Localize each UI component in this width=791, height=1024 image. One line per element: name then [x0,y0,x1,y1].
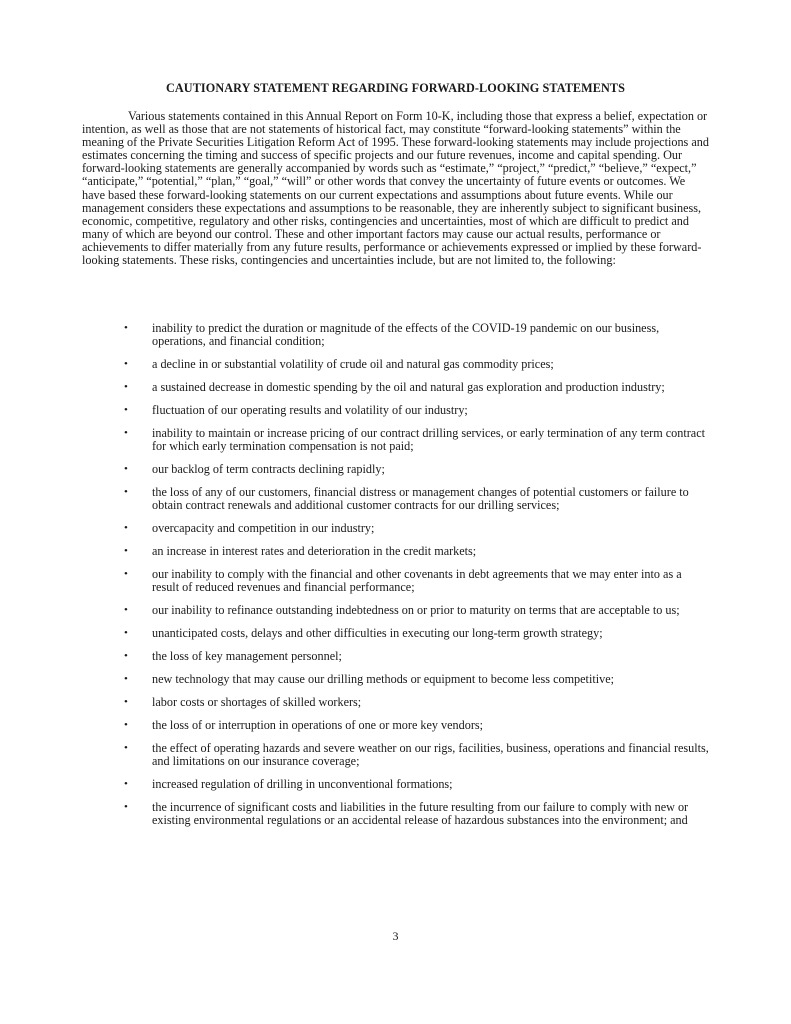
list-item [0,404,791,417]
bullet-icon: • [124,404,128,417]
list-item [0,568,791,594]
list-item [0,358,791,371]
list-item-text: increased regulation of drilling in unconventional formations; [152,777,453,792]
list-item [0,604,791,617]
list-item [0,742,791,768]
list-item [0,427,791,453]
list-item-text: new technology that may cause our drilling methods or equipment to become less competitive; [152,672,614,687]
bullet-icon: • [124,486,128,499]
list-item [0,522,791,535]
bullet-icon: • [124,604,128,617]
bullet-icon: • [124,568,128,581]
bullet-icon: • [124,545,128,558]
bullet-icon: • [124,650,128,663]
list-item-text: fluctuation of our operating results and volatility of our industry; [152,403,468,418]
list-item [0,696,791,709]
list-item [0,673,791,686]
list-item [0,627,791,640]
list-item-text: our inability to comply with the financial and other covenants in debt agreements that we may enter into as a result of reduced revenues and financial performance; [152,567,682,595]
bullet-icon: • [124,522,128,535]
list-item-text: an increase in interest rates and deterioration in the credit markets; [152,544,477,559]
bullet-icon: • [124,742,128,755]
list-item-text: inability to maintain or increase pricing of our contract drilling services, or early termination of any term contract for which early termination compensation is not paid; [152,426,705,454]
list-item-text: the effect of operating hazards and severe weather on our rigs, facilities, business, operations and financial results, and limitations on our insurance coverage; [152,741,709,769]
list-item [0,322,791,348]
list-item-text: inability to predict the duration or magnitude of the effects of the COVID-19 pandemic on our business, operations, and financial condition; [152,321,660,349]
bullet-icon: • [124,322,128,334]
list-item-text: the loss of key management personnel; [152,649,342,664]
list-item [0,545,791,558]
list-item [0,801,791,827]
bullet-icon: • [124,696,128,709]
list-item [0,486,791,512]
list-item-text: the incurrence of significant costs and liabilities in the future resulting from our failure to comply with new or existing environmental regulations or an accidental release of hazardous substances into the environment; and [152,800,689,828]
bullet-icon: • [124,719,128,732]
list-item [0,778,791,791]
list-item [0,650,791,663]
page-number: 3 [392,929,399,943]
bullet-icon: • [124,381,128,394]
list-item-text: the loss of any of our customers, financial distress or management changes of potential customers or failure to obtain contract renewals and additional customer contracts for our drilling services; [152,485,689,513]
bullet-icon: • [124,778,128,791]
section-heading: CAUTIONARY STATEMENT REGARDING FORWARD-LOOKING STATEMENTS [166,81,625,95]
list-item-text: the loss of or interruption in operations of one or more key vendors; [152,718,484,733]
list-item [0,381,791,394]
bullet-icon: • [124,427,128,440]
list-item-text: a sustained decrease in domestic spending by the oil and natural gas exploration and production industry; [152,380,665,395]
list-item [0,719,791,732]
list-item-text: labor costs or shortages of skilled workers; [152,695,362,710]
bullet-icon: • [124,673,128,686]
list-item-text: a decline in or substantial volatility of crude oil and natural gas commodity prices; [152,357,554,372]
list-item-text: unanticipated costs, delays and other difficulties in executing our long-term growth strategy; [152,626,603,641]
intro-paragraph: Various statements contained in this Annual Report on Form 10-K, including those that express a belief, expectation or intention, as well as those that are not statements of historical fact, may constitute “forward-looking statements” within the meaning of the Private Securities Litigation Reform Act of 1995. These forward-looking statements may include projections and estimates concerning the timing and success of specific projects and our future revenues, income and capital spending. Our forward-looking statements are generally accompanied by words such as “estimate,” “project,” “predict,” “believe,” “expect,” “anticipate,” “potential,” “plan,” “goal,” “will” or other words that convey the uncertainty of future events or outcomes. We have based these forward-looking statements on our current expectations and assumptions about future events. While our management considers these expectations and assumptions to be reasonable, they are inherently subject to significant business, economic, competitive, regulatory and other risks, contingencies and uncertainties, most of which are difficult to predict and many of which are beyond our control. These and other important factors may cause our actual results, performance or achievements to differ materially from any future results, performance or achievements expressed or implied by these forward-looking statements. These risks, contingencies and uncertainties include, but are not limited to, the following: [82,109,709,268]
list-item [0,463,791,476]
list-item-text: our backlog of term contracts declining rapidly; [152,462,385,477]
bullet-icon: • [124,801,128,814]
list-item-text: our inability to refinance outstanding indebtedness on or prior to maturity on terms that are acceptable to us; [152,603,680,618]
bullet-icon: • [124,463,128,476]
risk-factor-list [0,322,791,837]
bullet-icon: • [124,358,128,371]
list-item-text: overcapacity and competition in our industry; [152,521,375,536]
bullet-icon: • [124,627,128,640]
